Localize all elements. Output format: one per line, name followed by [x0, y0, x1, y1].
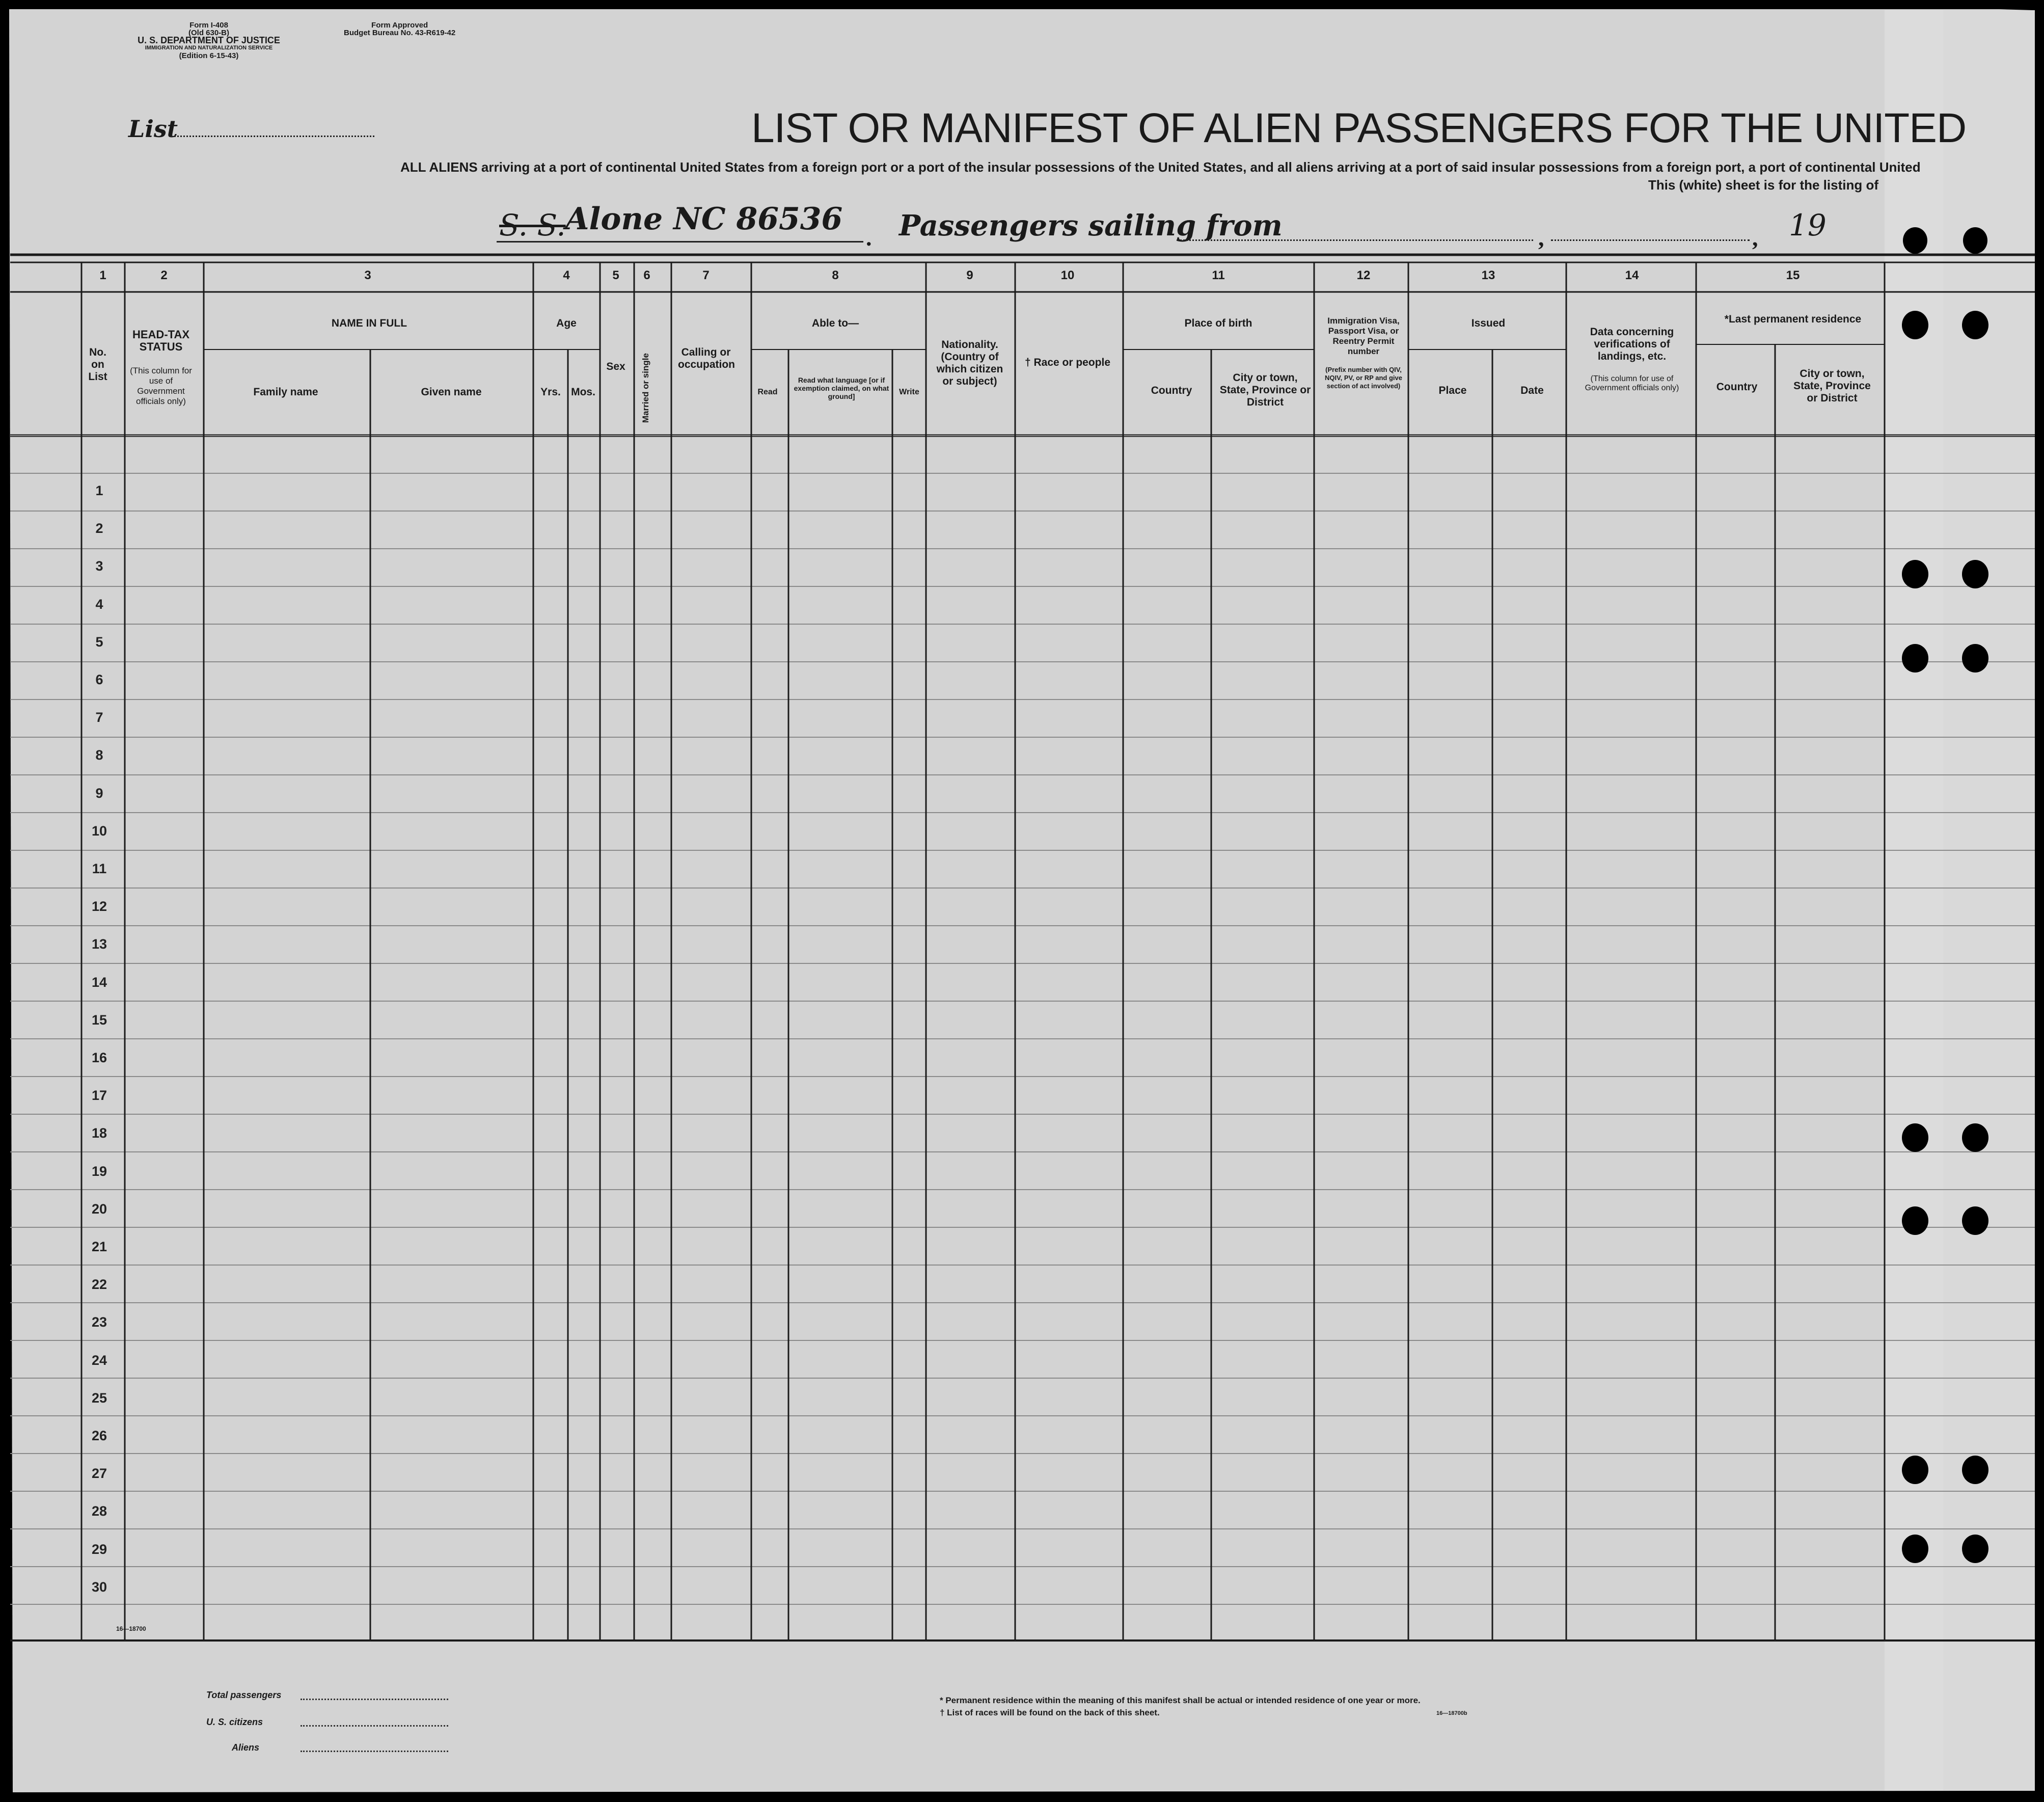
- header-sex: Sex: [606, 361, 625, 372]
- punch-hole: [1962, 1535, 1988, 1563]
- aliens-line: [301, 1751, 448, 1752]
- column-number-15: 15: [1786, 268, 1800, 282]
- row-number: 16: [91, 1050, 107, 1065]
- year-prefix: 19: [1789, 208, 1827, 243]
- subtitle-line-2: This (white) sheet is for the listing of: [1648, 177, 1878, 193]
- row-number: 21: [91, 1239, 107, 1254]
- column-number-9: 9: [966, 268, 973, 282]
- punch-hole: [1902, 1535, 1928, 1563]
- vessel-underline: [497, 241, 863, 243]
- footnote-races: † List of races will be found on the back of this sheet.: [940, 1708, 1160, 1717]
- row-number: 8: [95, 747, 103, 763]
- punch-hole: [1963, 227, 1987, 254]
- header-write: Write: [899, 388, 919, 396]
- column-number-4: 4: [563, 268, 570, 282]
- header-residence-city: City or town, State, Province or District: [1793, 368, 1871, 404]
- row-number: 20: [91, 1201, 107, 1217]
- total-passengers-line: [301, 1699, 448, 1700]
- header-married: Married or single: [641, 353, 650, 423]
- row-number: 27: [91, 1466, 107, 1482]
- row-number: 12: [91, 899, 107, 915]
- column-number-7: 7: [702, 268, 710, 282]
- row-number: 22: [91, 1277, 107, 1293]
- punch-hole: [1962, 1206, 1988, 1235]
- sailing-port-line: [1177, 239, 1533, 241]
- header-verification: Data concerning verifications of landings, etc.: [1590, 326, 1674, 362]
- row-number: 19: [91, 1163, 107, 1179]
- column-number-6: 6: [643, 268, 650, 282]
- header-last-residence: *Last permanent residence: [1724, 313, 1862, 325]
- header-name-in-full: NAME IN FULL: [331, 317, 407, 329]
- punch-hole: [1902, 1123, 1928, 1152]
- punch-hole: [1902, 560, 1928, 588]
- row-number: 18: [91, 1125, 107, 1141]
- punch-hole: [1962, 560, 1988, 588]
- row-number: 7: [95, 710, 103, 725]
- sailing-date-line: [1551, 239, 1750, 241]
- header-read-language: Read what language [or if exemption claimed, on what ground]: [794, 376, 889, 400]
- punch-hole: [1962, 644, 1988, 673]
- header-head-tax-note: (This column for use of Government officials only): [130, 366, 192, 406]
- header-verification-note: (This column for use of Government officials only): [1585, 374, 1679, 392]
- header-able-to: Able to—: [811, 317, 859, 329]
- header-issued-date: Date: [1520, 385, 1544, 396]
- footnote-permanent-residence: * Permanent residence within the meaning of this manifest shall be actual or intended residence of one year or more.: [940, 1696, 1421, 1705]
- column-number-3: 3: [364, 268, 371, 282]
- punch-hole: [1902, 1456, 1928, 1484]
- punch-hole: [1902, 644, 1928, 673]
- aliens-label: Aliens: [232, 1742, 260, 1753]
- row-number: 24: [91, 1352, 107, 1368]
- column-number-5: 5: [612, 268, 619, 282]
- header-residence-country: Country: [1716, 381, 1758, 393]
- row-number: 9: [95, 785, 103, 801]
- vessel-dot: .: [866, 225, 872, 251]
- row-number: 3: [95, 558, 103, 574]
- header-age-yrs: Yrs.: [540, 386, 561, 398]
- column-number-12: 12: [1356, 268, 1371, 282]
- header-given-name: Given name: [421, 386, 482, 398]
- row-number: 30: [91, 1579, 107, 1595]
- row-number: 2: [95, 521, 103, 536]
- subtitle-line-1: ALL ALIENS arriving at a port of continental United States from a foreign port or a port of the insular possessions of the United States, and all aliens arriving at a port of said insular possessions from a foreign port, a port of continental United: [400, 159, 1921, 175]
- punch-hole: [1903, 227, 1927, 254]
- row-number: 14: [91, 974, 107, 990]
- header-no-on-list: No. on List: [88, 346, 107, 383]
- punch-hole: [1962, 1456, 1988, 1484]
- punch-hole: [1962, 311, 1988, 339]
- header-birth-city: City or town, State, Province or District: [1219, 372, 1311, 408]
- vessel-name-handwritten: Alone NC 86536: [565, 201, 843, 237]
- row-number: 25: [91, 1390, 107, 1406]
- punch-hole: [1902, 1206, 1928, 1235]
- comma: ,: [1538, 225, 1544, 251]
- row-number: 11: [92, 861, 107, 876]
- header-visa-note: (Prefix number with QIV, NQIV, PV, or RP and give section of act involved): [1325, 366, 1402, 390]
- vessel-prefix: S. S.: [499, 208, 566, 243]
- print-code: 16—18700: [116, 1625, 146, 1632]
- header-race: † Race or people: [1024, 357, 1111, 368]
- row-number: 1: [95, 483, 103, 498]
- budget-approval: Form Approved Budget Bureau No. 43-R619-42: [344, 21, 456, 37]
- us-citizens-label: U. S. citizens: [206, 1717, 263, 1727]
- row-number: 15: [91, 1012, 107, 1028]
- row-number: 6: [95, 672, 103, 687]
- header-issued: Issued: [1471, 317, 1506, 329]
- punch-hole: [1902, 311, 1928, 339]
- header-head-tax: HEAD-TAX STATUS: [132, 328, 190, 353]
- column-number-1: 1: [99, 268, 106, 282]
- row-number: 10: [91, 823, 107, 839]
- column-number-8: 8: [832, 268, 839, 282]
- total-passengers-label: Total passengers: [206, 1690, 282, 1700]
- header-place-of-birth: Place of birth: [1184, 317, 1252, 329]
- header-calling: Calling or occupation: [678, 346, 735, 370]
- column-number-2: 2: [160, 268, 168, 282]
- header-birth-country: Country: [1151, 385, 1192, 396]
- list-number-line: [171, 136, 374, 137]
- header-nationality: Nationality. (Country of which citizen or subject): [936, 339, 1003, 387]
- sailing-label: Passengers sailing from: [899, 209, 1283, 243]
- header-age: Age: [556, 317, 577, 329]
- header-visa: Immigration Visa, Passport Visa, or Reentry Permit number: [1327, 316, 1400, 356]
- header-read: Read: [757, 388, 778, 396]
- row-number: 26: [91, 1428, 107, 1443]
- header-family-name: Family name: [253, 386, 318, 398]
- row-number: 5: [95, 634, 103, 650]
- column-number-14: 14: [1625, 268, 1639, 282]
- punch-hole: [1962, 1123, 1988, 1152]
- column-number-10: 10: [1060, 268, 1075, 282]
- footnote-print-code: 16—18700b: [1436, 1710, 1467, 1716]
- list-label: List: [128, 115, 178, 143]
- header-age-mos: Mos.: [571, 386, 595, 398]
- comma-2: ,: [1752, 225, 1758, 251]
- row-number: 4: [95, 596, 103, 612]
- row-number: 17: [91, 1088, 107, 1104]
- us-citizens-line: [301, 1725, 448, 1727]
- row-number: 13: [91, 936, 107, 952]
- column-number-11: 11: [1212, 268, 1225, 282]
- column-number-13: 13: [1481, 268, 1495, 282]
- header-issued-place: Place: [1438, 385, 1467, 396]
- form-number: Form I-408 (Old 630-B) U. S. DEPARTMENT OF JUSTICE IMMIGRATION AND NATURALIZATION SERVICE (Edition 6-15-43): [138, 21, 280, 60]
- row-number: 23: [91, 1314, 107, 1330]
- page-title: LIST OR MANIFEST OF ALIEN PASSENGERS FOR THE UNITED: [751, 105, 1967, 151]
- row-number: 29: [91, 1541, 107, 1557]
- row-number: 28: [91, 1503, 107, 1519]
